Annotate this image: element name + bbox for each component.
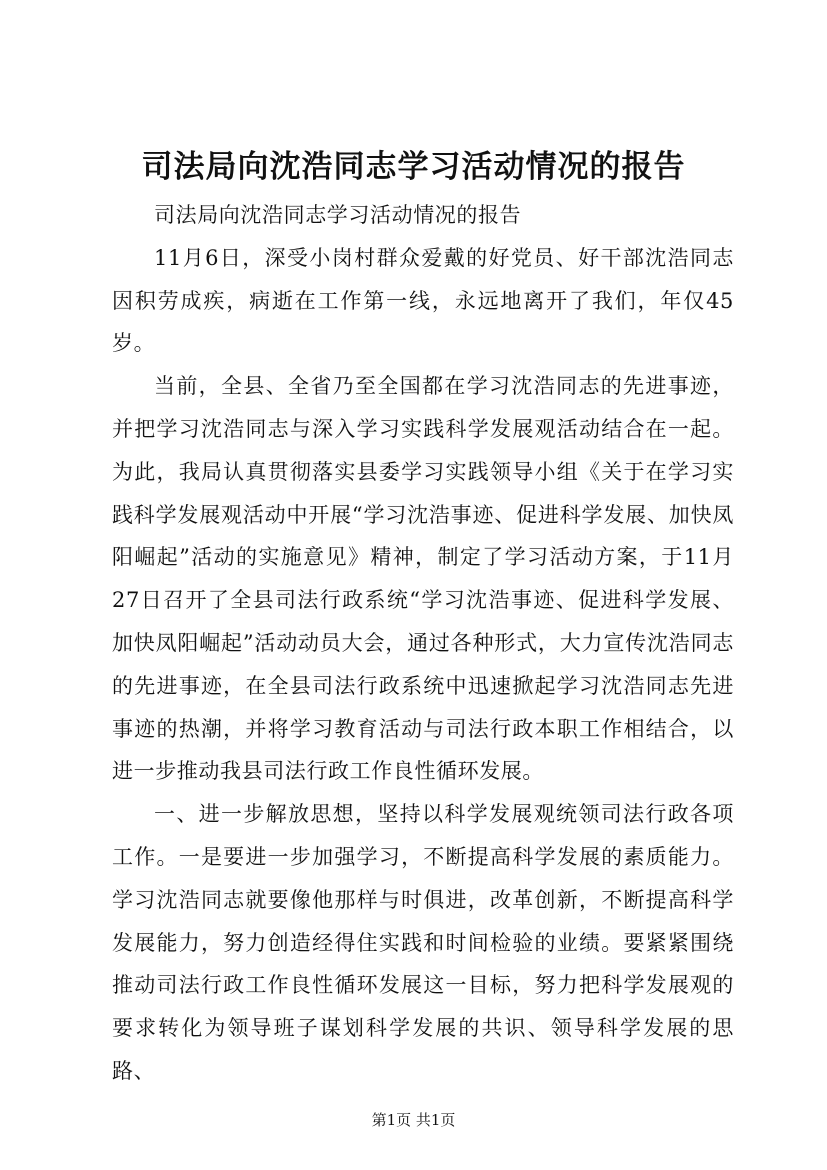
paragraph-2: 当前，全县、全省乃至全国都在学习沈浩同志的先进事迹，并把学习沈浩同志与深入学习实践科学发展观活动结合在一起。为此，我局认真贯彻落实县委学习实践领导小组《关于在学习实践科学发展观活动中开展“学习沈浩事迹、促进科学发展、加快凤阳崛起”活动的实施意见》精神，制定了学习活动方案，于11月27日召开了全县司法行政系统“学习沈浩事迹、促进科学发展、加快凤阳崛起”活动动员大会，通过各种形式，大力宣传沈浩同志的先进事迹，在全县司法行政系统中迅速掀起学习沈浩同志先进事迹的热潮，并将学习教育活动与司法行政本职工作相结合，以进一步推动我县司法行政工作良性循环发展。 [112, 374, 734, 784]
document-body [112, 194, 734, 1093]
paragraph-1: 11月6日，深受小岗村群众爱戴的好党员、好干部沈浩同志因积劳成疾，病逝在工作第一线，永远地离开了我们，年仅45岁。 [112, 245, 734, 356]
document-title: 司法局向沈浩同志学习活动情况的报告 [141, 149, 686, 185]
paragraph-subtitle: 司法局向沈浩同志学习活动情况的报告 [154, 203, 522, 227]
page-footer: 第1页 共1页 [371, 1111, 456, 1129]
paragraph-3: 一、进一步解放思想，坚持以科学发展观统领司法行政各项工作。一是要进一步加强学习，不断提高科学发展的素质能力。学习沈浩同志就要像他那样与时俱进，改革创新，不断提高科学发展能力，努力创造经得住实践和时间检验的业绩。要紧紧围绕推动司法行政工作良性循环发展这一目标，努力把科学发展观的要求转化为领导班子谋划科学发展的共识、领导科学发展的思路、 [112, 802, 734, 1083]
